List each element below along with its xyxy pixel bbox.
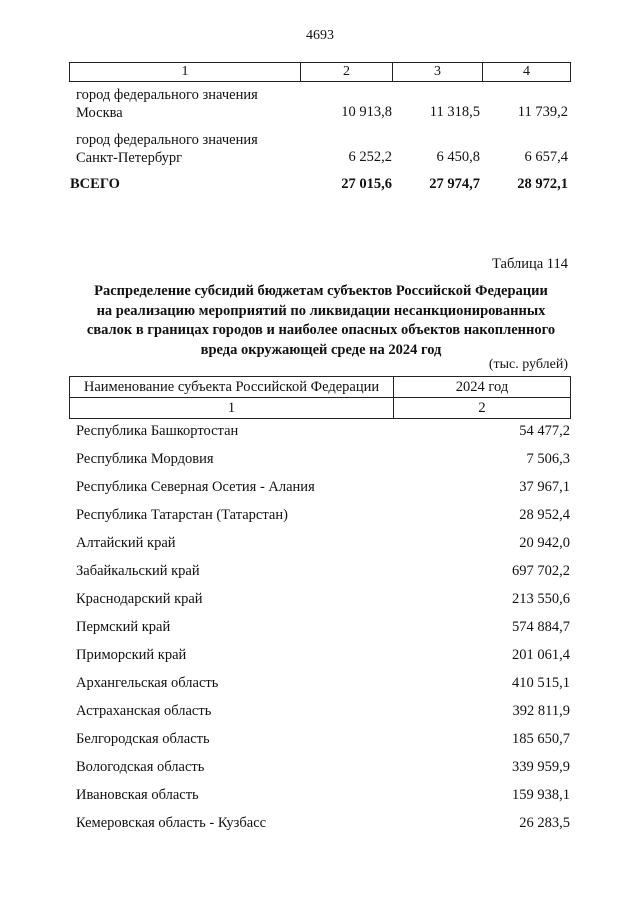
total-value: 27 015,6 — [341, 176, 392, 192]
region-name: Белгородская область — [76, 731, 210, 747]
table-header — [69, 376, 571, 419]
region-name: Забайкальский край — [76, 563, 200, 579]
region-name: Республика Башкортостан — [76, 423, 239, 439]
region-name: Кемеровская область - Кузбасс — [76, 815, 267, 831]
region-value: 28 952,4 — [519, 507, 570, 523]
region-value: 392 811,9 — [512, 703, 570, 719]
region-value: 185 650,7 — [512, 731, 570, 747]
header-number-row — [70, 397, 570, 418]
table-row — [76, 756, 570, 784]
table-row — [76, 420, 570, 448]
region-name: Краснодарский край — [76, 591, 203, 607]
region-value: 37 967,1 — [519, 479, 570, 495]
table-row — [76, 504, 570, 532]
table-body — [76, 420, 570, 840]
column-header-name: Наименование субъекта Российской Федерации — [70, 377, 394, 397]
column-number-2: 2 — [478, 400, 486, 416]
title-line: вреда окружающей среде на 2024 год — [200, 341, 442, 358]
region-value: 20 942,0 — [519, 535, 570, 551]
prev-row-value: 11 318,5 — [429, 104, 480, 120]
table-row — [76, 672, 570, 700]
region-value: 7 506,3 — [526, 451, 570, 467]
table-row — [76, 700, 570, 728]
title-line: Распределение субсидий бюджетам субъектов Российской Федерации — [94, 283, 548, 299]
region-name: Приморский край — [76, 647, 187, 663]
prev-row-name-line2: Санкт-Петербург — [76, 150, 183, 166]
total-value: 27 974,7 — [429, 176, 480, 192]
region-value: 213 550,6 — [512, 591, 570, 607]
table-label: Таблица 114 — [492, 256, 568, 272]
table-row — [76, 476, 570, 504]
column-header-year: 2024 год — [455, 379, 509, 395]
prev-row-name — [76, 131, 258, 167]
table-row — [76, 560, 570, 588]
prev-header-col-4: 4 — [482, 63, 570, 81]
table-row — [76, 728, 570, 756]
title-line: на реализацию мероприятий по ликвидации несанкционированных — [96, 302, 546, 319]
prev-row-name — [76, 86, 258, 122]
region-name: Республика Мордовия — [76, 451, 214, 467]
table-row — [76, 616, 570, 644]
region-name: Пермский край — [76, 619, 171, 635]
table-row — [76, 644, 570, 672]
table-row — [76, 448, 570, 476]
column-number-1: 1 — [70, 398, 394, 418]
prev-header-col-2: 2 — [300, 63, 392, 81]
prev-header-col-1: 1 — [181, 64, 189, 79]
table-row — [76, 784, 570, 812]
prev-table-header — [69, 62, 571, 82]
prev-row-name-line1: город федерального значения — [76, 87, 258, 103]
table-row — [76, 812, 570, 840]
table-row — [76, 532, 570, 560]
region-name: Алтайский край — [76, 535, 176, 551]
region-value: 159 938,1 — [512, 787, 570, 803]
prev-row-value: 10 913,8 — [341, 104, 392, 120]
prev-row-value: 11 739,2 — [517, 104, 568, 120]
prev-header-col-3: 3 — [392, 63, 482, 81]
total-label: ВСЕГО — [70, 176, 120, 192]
region-value: 26 283,5 — [519, 815, 570, 831]
prev-row-name-line2: Москва — [76, 105, 123, 121]
region-value: 339 959,9 — [512, 759, 570, 775]
region-name: Республика Северная Осетия - Алания — [76, 479, 315, 495]
prev-row-value: 6 450,8 — [436, 149, 480, 165]
prev-row-value: 6 657,4 — [524, 149, 568, 165]
title-line: свалок в границах городов и наиболее опасных объектов накопленного — [86, 322, 556, 338]
region-value: 410 515,1 — [512, 675, 570, 691]
table-title — [70, 282, 572, 360]
region-value: 574 884,7 — [512, 619, 570, 635]
region-value: 201 061,4 — [512, 647, 570, 663]
prev-row-name-line1: город федерального значения — [76, 132, 258, 148]
region-name: Вологодская область — [76, 759, 205, 775]
region-name: Архангельская область — [76, 675, 219, 691]
page-number: 4693 — [306, 28, 334, 43]
region-name: Республика Татарстан (Татарстан) — [76, 507, 288, 523]
region-name: Астраханская область — [76, 703, 212, 719]
region-name: Ивановская область — [76, 787, 199, 803]
table-row — [76, 588, 570, 616]
region-value: 54 477,2 — [519, 423, 570, 439]
unit-label: (тыс. рублей) — [488, 357, 568, 372]
region-value: 697 702,2 — [512, 563, 570, 579]
total-value: 28 972,1 — [517, 176, 568, 192]
prev-row-value: 6 252,2 — [348, 149, 392, 165]
header-row — [70, 377, 570, 397]
